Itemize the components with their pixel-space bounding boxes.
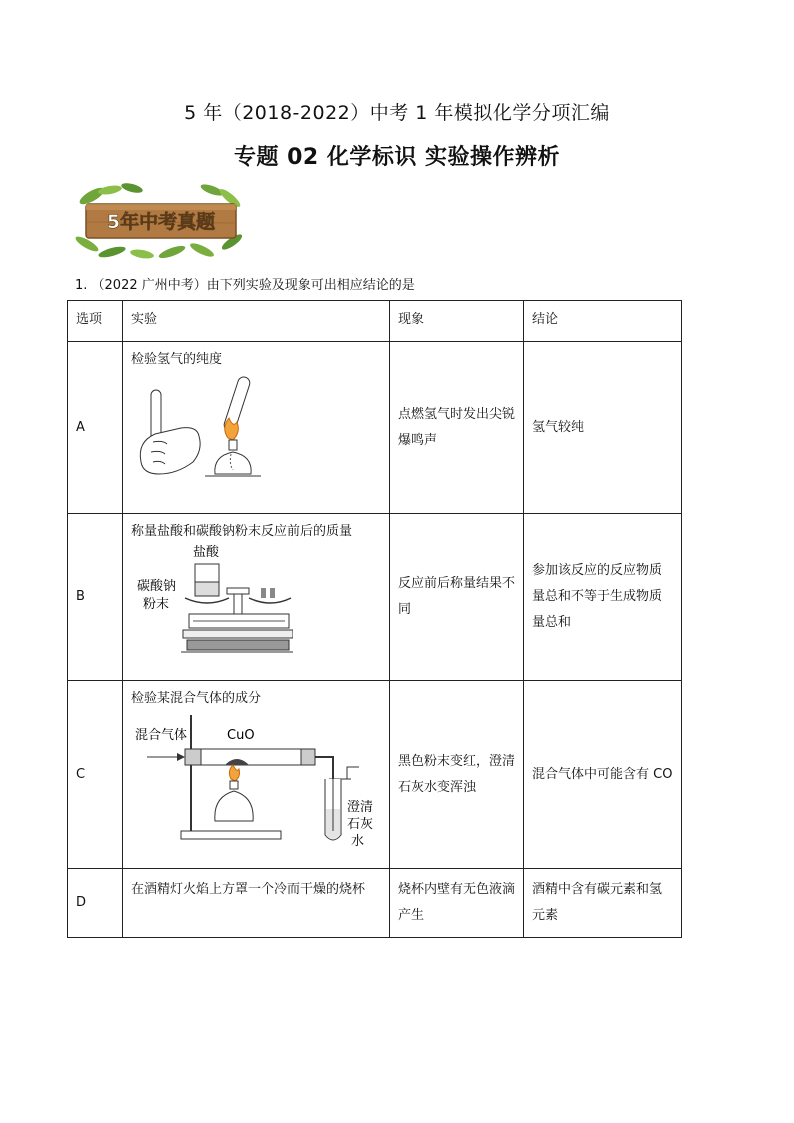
question-stem: 1. （2022 广州中考）由下列实验及现象可出相应结论的是 (75, 278, 415, 293)
header-option: 选项 (68, 301, 123, 342)
hydrogen-purity-test-figure (133, 370, 268, 488)
experiment-text: 检验某混合气体的成分 (131, 691, 262, 706)
header-experiment: 实验 (123, 301, 390, 342)
experiment-cell (123, 681, 390, 869)
conclusion-cell: 参加该反应的反应物质量总和不等于生成物质量总和 (524, 514, 682, 681)
option-label: A (68, 342, 123, 514)
experiment-text: 称量盐酸和碳酸钠粉末反应前后的质量 (131, 524, 353, 539)
figure-label-lime-3: 水 (351, 834, 365, 849)
figure-label-lime-1: 澄清 (347, 800, 373, 815)
document-title: 5 年（2018-2022）中考 1 年模拟化学分项汇编 (184, 102, 610, 124)
banner-text: 5年中考真题 (106, 211, 216, 233)
option-label: D (68, 869, 123, 938)
phenomenon-cell: 烧杯内壁有无色液滴产生 (390, 869, 524, 938)
banner-exam-questions (72, 182, 247, 260)
gas-composition-test-figure (133, 709, 373, 849)
table-row (68, 869, 682, 938)
option-label: C (68, 681, 123, 869)
conclusion-cell: 氢气较纯 (524, 342, 682, 514)
table-row (68, 514, 682, 681)
table-row (68, 681, 682, 869)
experiment-cell (123, 342, 390, 514)
figure-label-powder-1: 碳酸钠 (137, 579, 177, 594)
figure-label-gas: 混合气体 (135, 728, 188, 743)
header-phenomenon: 现象 (390, 301, 524, 342)
experiment-table (67, 300, 682, 938)
experiment-cell (123, 514, 390, 681)
balance-weighing-figure (133, 542, 293, 662)
experiment-text: 检验氢气的纯度 (131, 352, 223, 367)
figure-label-cuo: CuO (227, 728, 255, 743)
phenomenon-cell: 黑色粉末变红，澄清石灰水变浑浊 (390, 681, 524, 869)
phenomenon-cell: 点燃氢气时发出尖锐爆鸣声 (390, 342, 524, 514)
table-row (68, 342, 682, 514)
conclusion-cell: 酒精中含有碳元素和氢元素 (524, 869, 682, 938)
table-header-row (68, 301, 682, 342)
figure-label-lime-2: 石灰 (347, 817, 373, 832)
header-conclusion: 结论 (524, 301, 682, 342)
phenomenon-cell: 反应前后称量结果不同 (390, 514, 524, 681)
conclusion-cell: 混合气体中可能含有 CO (524, 681, 682, 869)
figure-label-acid: 盐酸 (193, 545, 220, 560)
document-subtitle: 专题 02 化学标识 实验操作辨析 (233, 145, 561, 170)
option-label: B (68, 514, 123, 681)
figure-label-powder-2: 粉末 (143, 597, 170, 612)
experiment-cell: 在酒精灯火焰上方罩一个冷而干燥的烧杯 (123, 869, 390, 938)
